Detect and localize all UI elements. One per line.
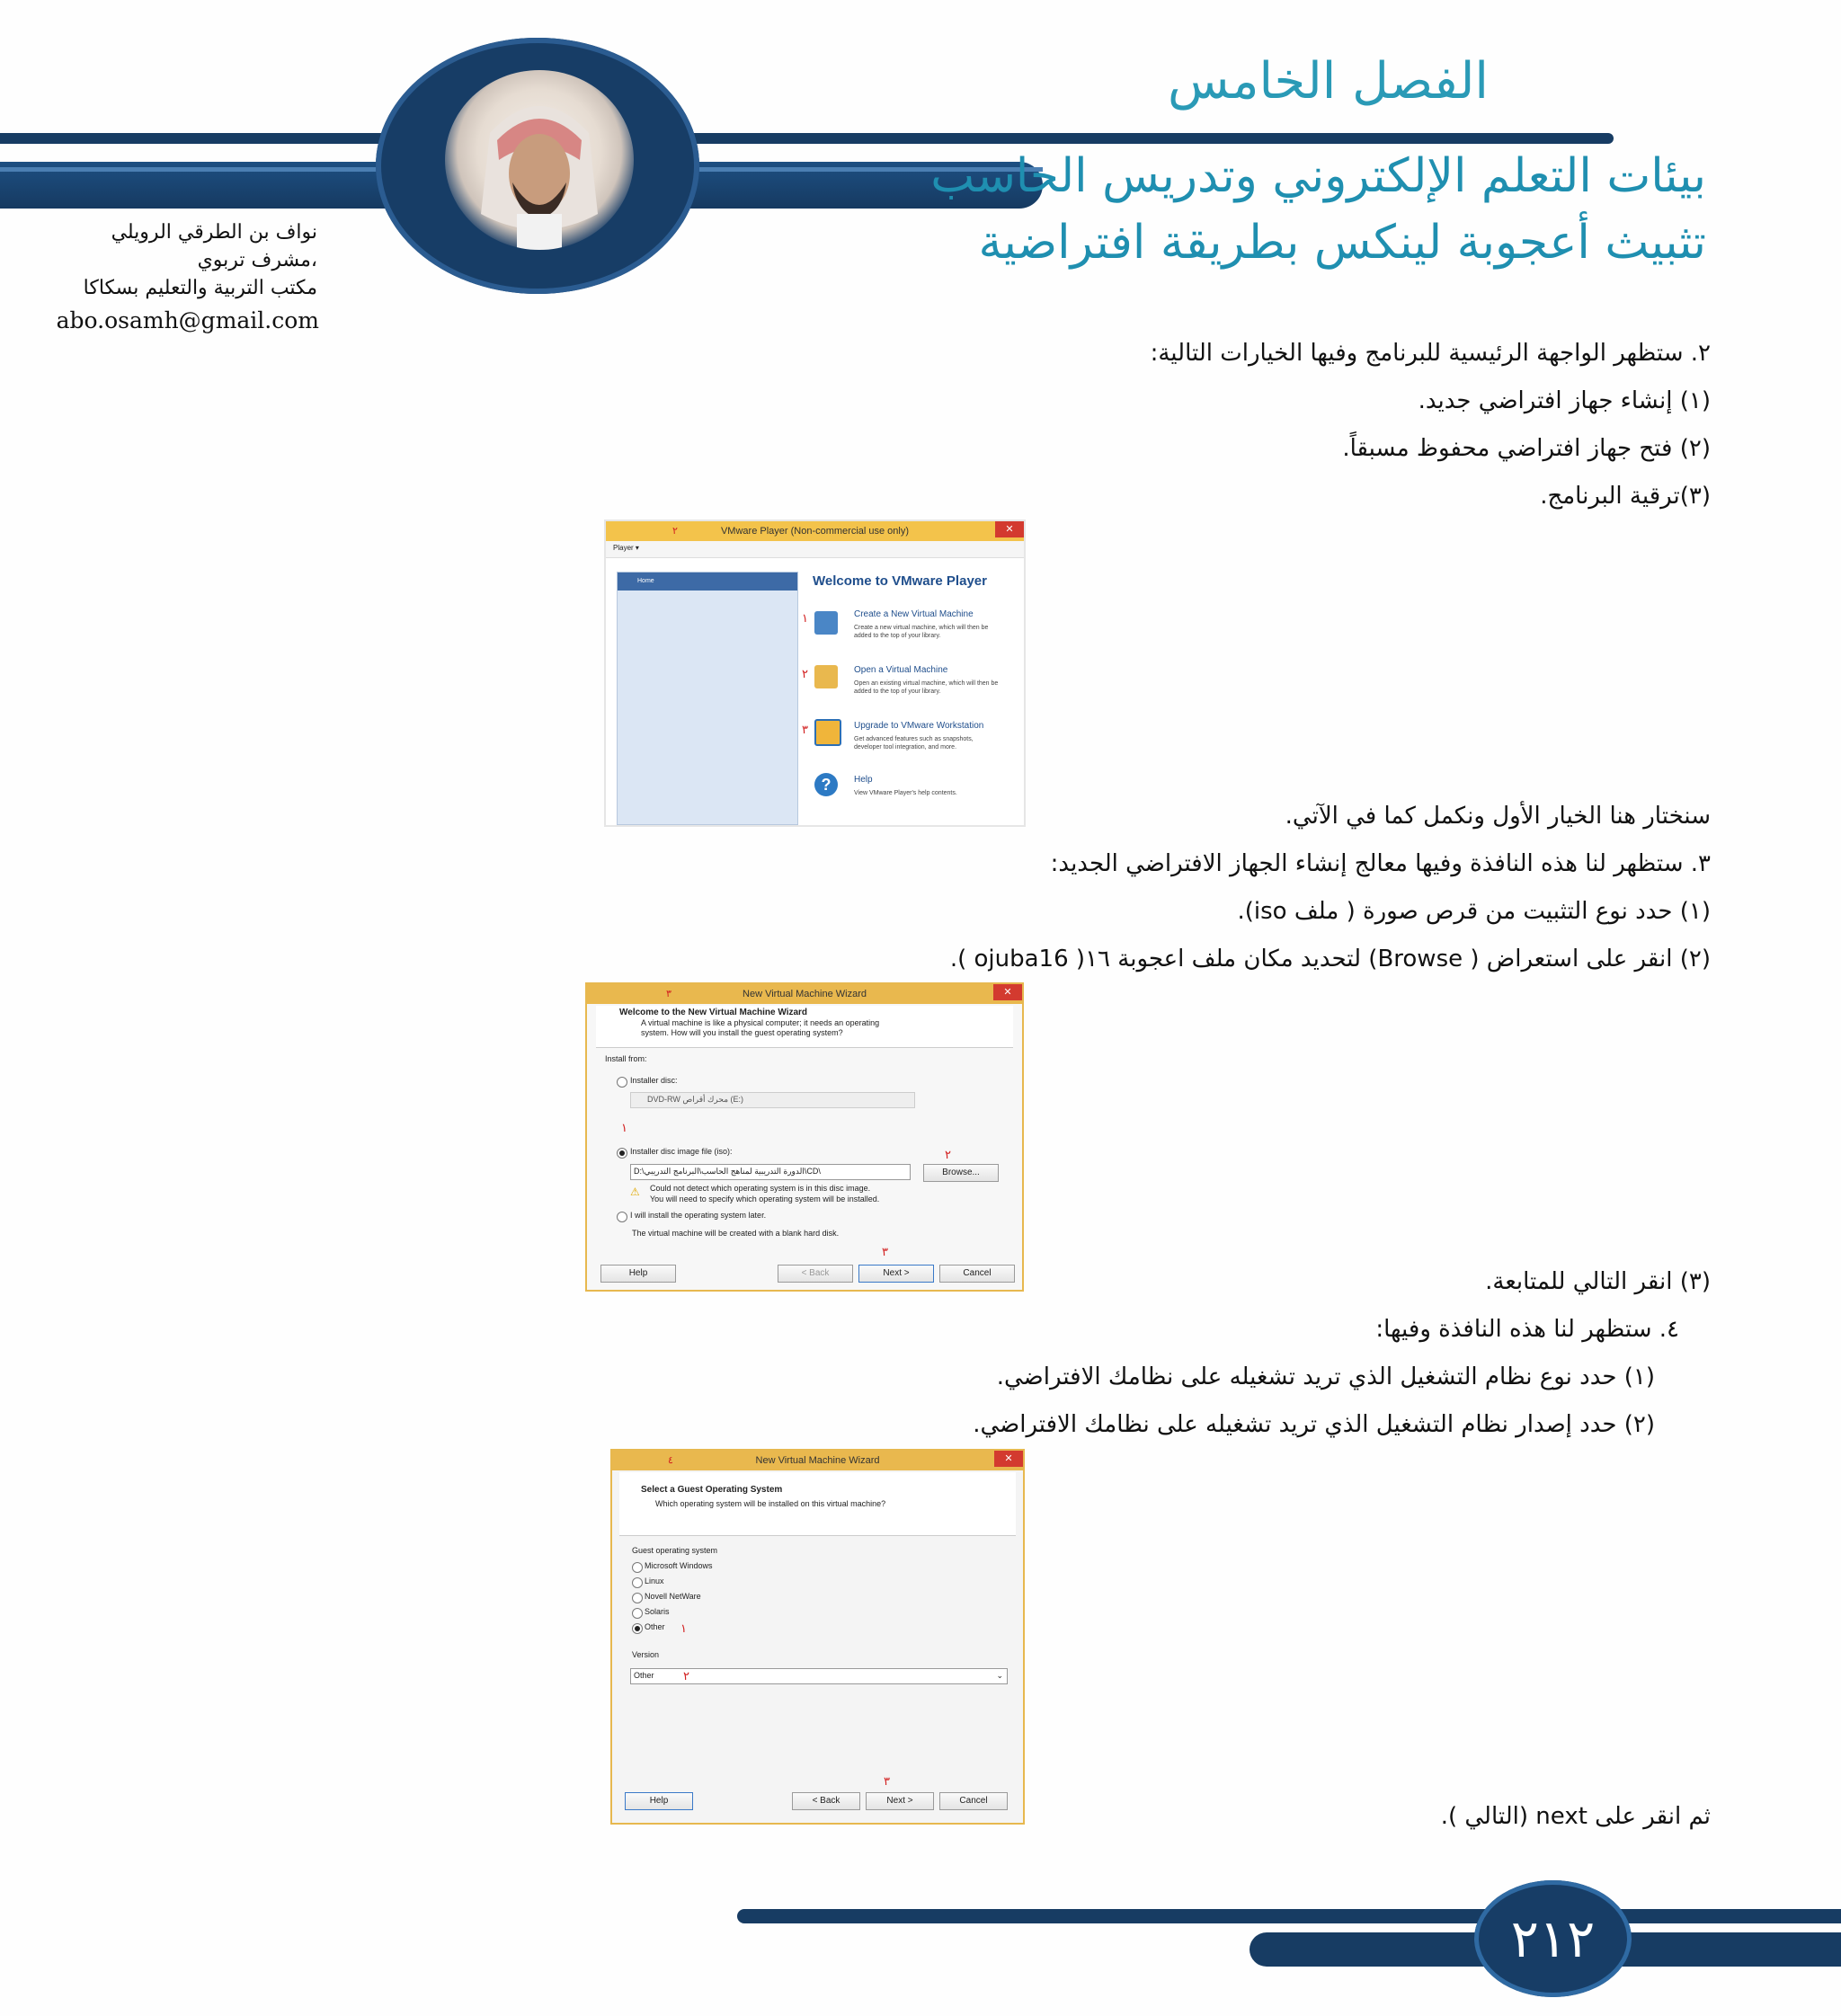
author-name: نواف بن الطرقي الرويلي <box>111 221 317 244</box>
step-2-option-1: (١) إنشاء جهاز افتراضي جديد. <box>1418 387 1711 414</box>
home-item[interactable]: Home <box>618 573 797 591</box>
os-radio-windows[interactable] <box>632 1562 643 1573</box>
os-option-linux: Linux <box>645 1576 664 1585</box>
titlebar-marker: ٤ <box>668 1455 673 1466</box>
step-3: ٣. ستظهر لنا هذه النافذة وفيها معالج إنشاء الجهاز الافتراضي الجديد: <box>1050 850 1711 877</box>
wizard-sub-2: system. How will you install the guest operating system? <box>641 1028 843 1037</box>
guest-os-screenshot <box>610 1449 1025 1825</box>
back-button[interactable]: < Back <box>792 1792 860 1810</box>
os-radio-solaris[interactable] <box>632 1608 643 1619</box>
then-next-note: ثم انقر على next (التالي ). <box>1440 1803 1711 1830</box>
install-later-label: I will install the operating system later. <box>630 1211 767 1220</box>
wizard-title: New Virtual Machine Wizard <box>755 1455 880 1466</box>
new-vm-icon <box>814 611 838 635</box>
version-label: Version <box>632 1650 660 1659</box>
open-vm-desc-2: added to the top of your library. <box>854 688 941 695</box>
upgrade-desc: Get advanced features such as snapshots, <box>854 736 974 742</box>
create-vm-desc-2: added to the top of your library. <box>854 633 941 639</box>
page-number: ٢١٢ <box>1474 1880 1632 1997</box>
step-3-option-3: (٣) انقر التالي للمتابعة. <box>1485 1268 1711 1295</box>
install-later-radio[interactable] <box>617 1212 627 1222</box>
step-3-option-2: (٢) انقر على استعراض ( Browse) لتحديد مكان ملف اعجوبة ١٦( ojuba16 ). <box>949 946 1711 972</box>
marker-3: ٣ <box>802 723 808 736</box>
os-radio-linux[interactable] <box>632 1577 643 1588</box>
upgrade-icon <box>814 719 841 746</box>
create-vm-link[interactable]: Create a New Virtual Machine <box>854 609 974 619</box>
marker-2: ٢ <box>945 1148 951 1161</box>
marker-3: ٣ <box>884 1774 890 1788</box>
wizard-sub-1: A virtual machine is like a physical computer; it needs an operating <box>641 1018 880 1027</box>
header-band <box>0 133 1614 144</box>
install-later-desc: The virtual machine will be created with a blank hard disk. <box>632 1229 840 1238</box>
wizard-titlebar <box>612 1451 1023 1470</box>
next-button[interactable]: Next > <box>866 1792 934 1810</box>
subject-title: بيئات التعلم الإلكتروني وتدريس الحاسب <box>930 149 1706 203</box>
help-desc: View VMware Player's help contents. <box>854 790 957 796</box>
wizard-titlebar <box>587 984 1022 1004</box>
os-option-other: Other <box>645 1622 665 1631</box>
wizard-title: New Virtual Machine Wizard <box>743 989 867 999</box>
help-icon: ? <box>814 773 838 796</box>
open-vm-desc: Open an existing virtual machine, which will then be <box>854 680 999 687</box>
footer-band <box>737 1909 1841 1923</box>
marker-3: ٣ <box>882 1245 888 1258</box>
window-title: VMware Player (Non-commercial use only) <box>720 526 910 537</box>
titlebar-marker: ٢ <box>672 526 678 537</box>
player-menu[interactable]: Player ▾ <box>613 544 639 552</box>
install-from-label: Install from: <box>605 1054 647 1063</box>
marker-1: ١ <box>621 1121 627 1134</box>
browse-button[interactable]: Browse... <box>923 1164 999 1182</box>
installer-disc-radio[interactable] <box>617 1077 627 1088</box>
author-office: مكتب التربية والتعليم بسكاكا <box>83 277 317 299</box>
iso-path-input[interactable]: D:\الدورة التدريبية لمناهج الحاسب\البرنامج التدريبي\CD\ <box>630 1164 911 1180</box>
create-vm-desc: Create a new virtual machine, which will then be <box>854 625 989 631</box>
upgrade-desc-2: developer tool integration, and more. <box>854 744 957 750</box>
warning-icon: ⚠ <box>630 1186 640 1198</box>
author-role: مشرف تربوي، <box>197 249 317 271</box>
welcome-heading: Welcome to VMware Player <box>813 573 987 589</box>
version-select[interactable]: Other ٢ ⌄ <box>630 1668 1008 1684</box>
choose-first-note: سنختار هنا الخيار الأول ونكمل كما في الآتي. <box>1285 803 1711 830</box>
close-button[interactable]: ✕ <box>993 984 1022 1000</box>
author-avatar <box>445 70 634 250</box>
help-button[interactable]: Help <box>625 1792 693 1810</box>
wizard-header <box>596 1006 1013 1048</box>
author-email: abo.osamh@gmail.com <box>56 307 319 333</box>
marker-1: ١ <box>802 611 808 625</box>
marker-2: ٢ <box>683 1669 689 1683</box>
install-wizard-screenshot <box>585 982 1024 1292</box>
titlebar-marker: ٣ <box>666 989 671 999</box>
os-option-solaris: Solaris <box>645 1607 670 1616</box>
installer-disc-label: Installer disc: <box>630 1076 678 1085</box>
image-file-label: Installer disc image file (iso): <box>630 1147 733 1156</box>
back-button[interactable]: < Back <box>778 1265 853 1283</box>
wizard-heading: Select a Guest Operating System <box>641 1485 783 1495</box>
step-3-option-1: (١) حدد نوع التثبيت من قرص صورة ( ملف iso). <box>1237 898 1711 925</box>
topic-title: تثبيث أعجوبة لينكس بطريقة افتراضية <box>978 216 1706 270</box>
window-titlebar <box>606 521 1024 541</box>
help-link[interactable]: Help <box>854 775 873 785</box>
wizard-sub: Which operating system will be installed on this virtual machine? <box>655 1499 886 1508</box>
next-button[interactable]: Next > <box>858 1265 934 1283</box>
chapter-title: الفصل الخامس <box>1168 52 1489 111</box>
step-4: ٤. ستظهر لنا هذه النافذة وفيها: <box>1375 1316 1679 1343</box>
close-button[interactable]: ✕ <box>994 1451 1023 1467</box>
cancel-button[interactable]: Cancel <box>939 1265 1015 1283</box>
os-option-netware: Novell NetWare <box>645 1592 701 1601</box>
open-vm-link[interactable]: Open a Virtual Machine <box>854 665 948 675</box>
step-4-option-2: (٢) حدد إصدار نظام التشغيل الذي تريد تشغيله على نظامك الافتراضي. <box>973 1411 1655 1438</box>
chevron-down-icon: ⌄ <box>996 1671 1003 1680</box>
step-2-option-3: (٣)ترقية البرنامج. <box>1540 483 1711 510</box>
wizard-heading: Welcome to the New Virtual Machine Wizard <box>619 1008 808 1017</box>
warning-line-1: Could not detect which operating system is in this disc image. <box>650 1184 871 1193</box>
marker-2: ٢ <box>802 667 808 680</box>
os-radio-other[interactable] <box>632 1623 643 1634</box>
os-option-windows: Microsoft Windows <box>645 1561 713 1570</box>
os-radio-netware[interactable] <box>632 1593 643 1603</box>
help-button[interactable]: Help <box>600 1265 676 1283</box>
vmware-player-screenshot <box>604 520 1026 827</box>
step-2: ٢. ستظهر الواجهة الرئيسية للبرنامج وفيها الخيارات التالية: <box>1150 340 1711 367</box>
close-button[interactable]: ✕ <box>995 521 1024 537</box>
marker-1: ١ <box>680 1621 687 1635</box>
step-4-option-1: (١) حدد نوع نظام التشغيل الذي تريد تشغيله على نظامك الافتراضي. <box>996 1363 1655 1390</box>
guest-os-group-label: Guest operating system <box>632 1546 718 1555</box>
warning-line-2: You will need to specify which operating system will be installed. <box>650 1195 880 1203</box>
folder-icon <box>814 665 838 688</box>
library-panel <box>617 572 798 825</box>
cancel-button[interactable]: Cancel <box>939 1792 1008 1810</box>
image-file-radio[interactable] <box>617 1148 627 1159</box>
step-2-option-2: (٢) فتح جهاز افتراضي محفوظ مسبقاً. <box>1342 435 1711 462</box>
dvd-select[interactable]: DVD-RW محرك أقراص (E:) <box>630 1092 915 1108</box>
wizard-header <box>619 1472 1016 1536</box>
upgrade-link[interactable]: Upgrade to VMware Workstation <box>854 721 984 731</box>
